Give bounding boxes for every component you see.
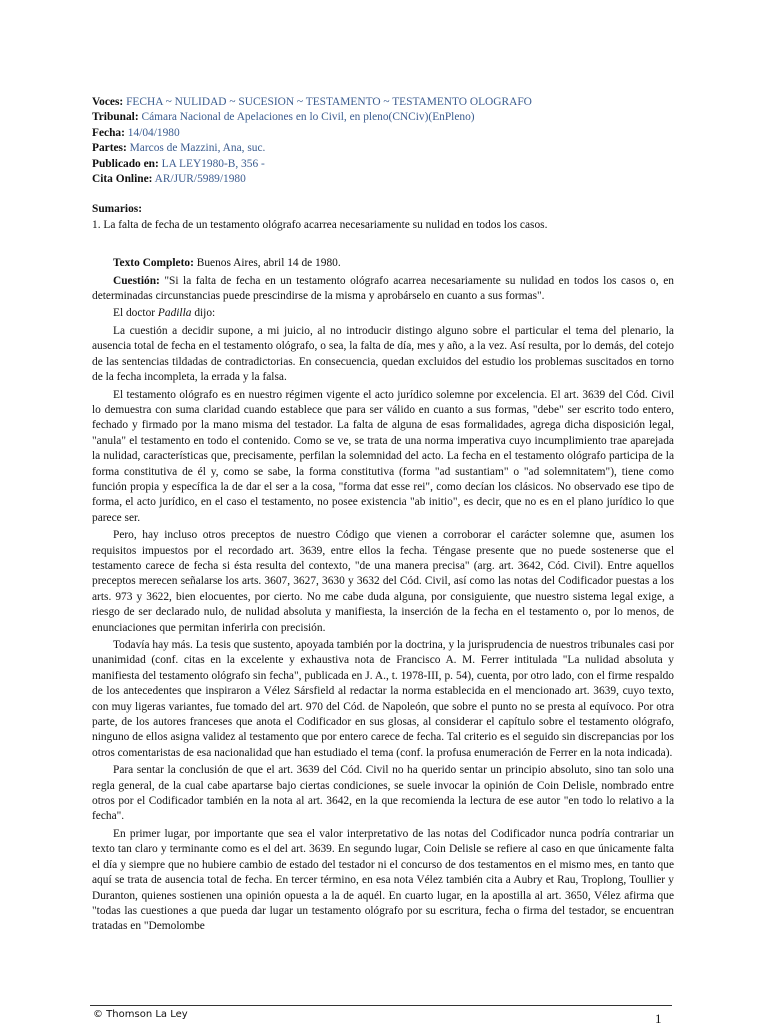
publicado-row xyxy=(92,157,674,172)
footer-copyright: © Thomson La Ley xyxy=(93,1009,188,1020)
cita-value[interactable]: AR/JUR/5989/1980 xyxy=(154,173,246,186)
sumarios-section xyxy=(92,202,674,233)
doctor-post: dijo: xyxy=(191,307,216,320)
partes-label: Partes: xyxy=(92,142,127,155)
voces-label: Voces: xyxy=(92,96,124,108)
texto-completo-label: Texto Completo: xyxy=(113,257,194,270)
publicado-label: Publicado en: xyxy=(92,157,159,170)
full-text xyxy=(92,256,674,934)
sumario-item: 1. La falta de fecha de un testamento ológrafo acarrea necesariamente su nulidad en todos los casos. xyxy=(92,218,548,231)
fecha-label: Fecha: xyxy=(92,126,125,139)
body-paragraph-4: Todavía hay más. La tesis que sustento, apoyada también por la doctrina, y la jurisprudencia de nuestros tribunales casi por unanimidad (conf. citas en la excelente y exhaustiva nota de Francisco A. M. Ferrer intitulada "La nulidad absoluta y manifiesta del testamento ológrafo sin fecha", publicada en J. A., t. 1978-III, p. 54), cuenta, por otro lado, con el firme respaldo de los antecedentes que inspiraron a Vélez Sársfield al redactar la norma establecida en el mencionado art. 3639, cuyo texto, con muy ligeras variantes, fue tomado del art. 970 del Cód. de Napoleón, que sobre el punto no se presta al equívoco. Por otra parte, de los autores franceses que anota el Codificador en sus glosas, al considerar el capítulo sobre el testamento ológrafo, ninguno de ellos asigna validez al testamento que por entero carece de fecha. Tal criterio es el seguido sin discrepancias por los otros comentaristas de esa nacionalidad que han estudiado el tema (conf. la profusa enumeración de Ferrer en la nota indicada). xyxy=(92,639,674,759)
tribunal-label: Tribunal: xyxy=(92,111,139,124)
sumarios-title: Sumarios: xyxy=(92,203,142,216)
body-paragraph-3: Pero, hay incluso otros preceptos de nuestro Código que vienen a corroborar el carácter solemne que, asumen los requisitos impuestos por el recordado art. 3639, entre ellos la fecha. Téngase presente que no puede sostenerse que el testamento carece de fecha si ésta resulta del contexto, "de una manera precisa" (arg. art. 3642, Cód. Civil). Entre aquellos preceptos merecen señalarse los arts. 3607, 3627, 3630 y 3632 del Cód. Civil, así como las notas del Codificador puestas a los arts. 973 y 3622, bien elocuentes, por cierto. No me cabe duda alguna, por consiguiente, que nuestro sistema legal exige, a riesgo de ser declarado nulo, de nulidad absoluta y manifiesta, la inserción de la fecha en el testamento o, por lo menos, de enunciaciones que permitan inferirla con precisión. xyxy=(92,529,674,634)
page-number: 1 xyxy=(655,1011,662,1026)
cuestion-paragraph xyxy=(92,274,674,305)
tribunal-row xyxy=(92,110,674,125)
body-paragraph-6: En primer lugar, por importante que sea el valor interpretativo de las notas del Codificador nunca podría contrariar un texto tan claro y terminante como es el del art. 3639. En segundo lugar, Coin Delisle se refiere al caso en que únicamente falta el día y siempre que no hubiere cambio de estado del testador ni el concurso de dos testamentos en el mismo mes, en tanto que aquí se trata de ausencia total de fecha. En tercer término, en esa nota Vélez también cita a Aubry et Rau, Troplong, Toullier y Duranton, quienes sostienen una opinión opuesta a la de aquél. En cuarto lugar, en la apostilla al art. 3650, Vélez afirma que "todas las cuestiones a que pueda dar lugar un testamento ológrafo por su escritura, fecha o firma del testador, se encuentran tratadas en "Demolombe xyxy=(92,827,674,933)
partes-value[interactable]: Marcos de Mazzini, Ana, suc. xyxy=(129,142,266,155)
publicado-value[interactable]: LA LEY1980-B, 356 - xyxy=(161,157,265,170)
voces-row xyxy=(92,95,674,110)
body-paragraph-2: El testamento ológrafo es en nuestro régimen vigente el acto jurídico solemne por excelencia. El art. 3639 del Cód. Civil lo demuestra con suma claridad cuando establece que para ser válido en cuanto a sus formas, "debe" ser escrito todo entero, fechado y firmado por la mano misma del testador. La falta de alguna de esas formalidades, agrega dicha disposición legal, "anula" el testamento en todo el contenido. Como se ve, se trata de una norma imperativa cuyo incumplimiento trae aparejada la nulidad, características que, precisamente, perfilan la solemnidad del acto. La fecha en el testamento ológrafo participa de la forma constitutiva de él y, como se sabe, la forma constitutiva (forma "ad sustantiam" o "ad solemnitatem"), tiene como función propia y específica la de dar el ser a la cosa, "forma dat esse rei", como decían los clásicos. No observado ese tipo de forma, el acto jurídico, en el caso el testamento, no posee existencia "ab initio", es decir, que no es en el plano jurídico lo que parece ser. xyxy=(92,388,674,524)
tribunal-value[interactable]: Cámara Nacional de Apelaciones en lo Civil, en pleno(CNCiv)(EnPleno) xyxy=(141,111,475,124)
cita-label: Cita Online: xyxy=(92,173,153,186)
metadata-block xyxy=(92,95,674,187)
cuestion-label: Cuestión: xyxy=(113,274,160,287)
voces-value[interactable]: FECHA ~ NULIDAD ~ SUCESION ~ TESTAMENTO ~ TESTAMENTO OLOGRAFO xyxy=(126,96,532,108)
body-paragraph-1: La cuestión a decidir supone, a mi juicio, al no introducir distingo alguno sobre el particular el tema del plenario, la ausencia total de fecha en el testamento ológrafo, o sea, la falta de día, mes y año, a la vez. Así resulta, por lo demás, del cotejo de las sentencias tildadas de contradictorias. En consecuencia, quedan excluidos del estudio los problemas suscitados en torno de la fecha incompleta, la errada y la falsa. xyxy=(92,324,674,384)
fecha-row xyxy=(92,126,674,141)
texto-completo-paragraph xyxy=(92,256,674,271)
partes-row xyxy=(92,141,674,156)
texto-completo-value: Buenos Aires, abril 14 de 1980. xyxy=(193,257,341,270)
document-page xyxy=(92,95,674,937)
doctor-pre: El doctor xyxy=(113,307,158,320)
cita-row xyxy=(92,172,674,187)
cuestion-value: "Si la falta de fecha en un testamento ológrafo acarrea necesariamente su nulidad en todos los casos o, en determinadas circunstancias puede prescindirse de la misma y aprobárselo en cuanto a sus formas". xyxy=(92,274,674,303)
footer-divider xyxy=(90,1005,672,1006)
body-paragraph-5: Para sentar la conclusión de que el art. 3639 del Cód. Civil no ha querido sentar un principio absoluto, sino tan solo una regla general, de la cual cabe apartarse bajo ciertas condiciones, se suele invocar la opinión de Coin Delisle, nombrado entre otros por el Codificador también en la nota al art. 3642, en la que recomienda la lectura de ese autor "en todo lo relativo a la fecha". xyxy=(92,764,674,823)
doctor-name: Padilla xyxy=(157,307,192,320)
fecha-value[interactable]: 14/04/1980 xyxy=(127,126,180,139)
doctor-paragraph xyxy=(92,306,674,321)
